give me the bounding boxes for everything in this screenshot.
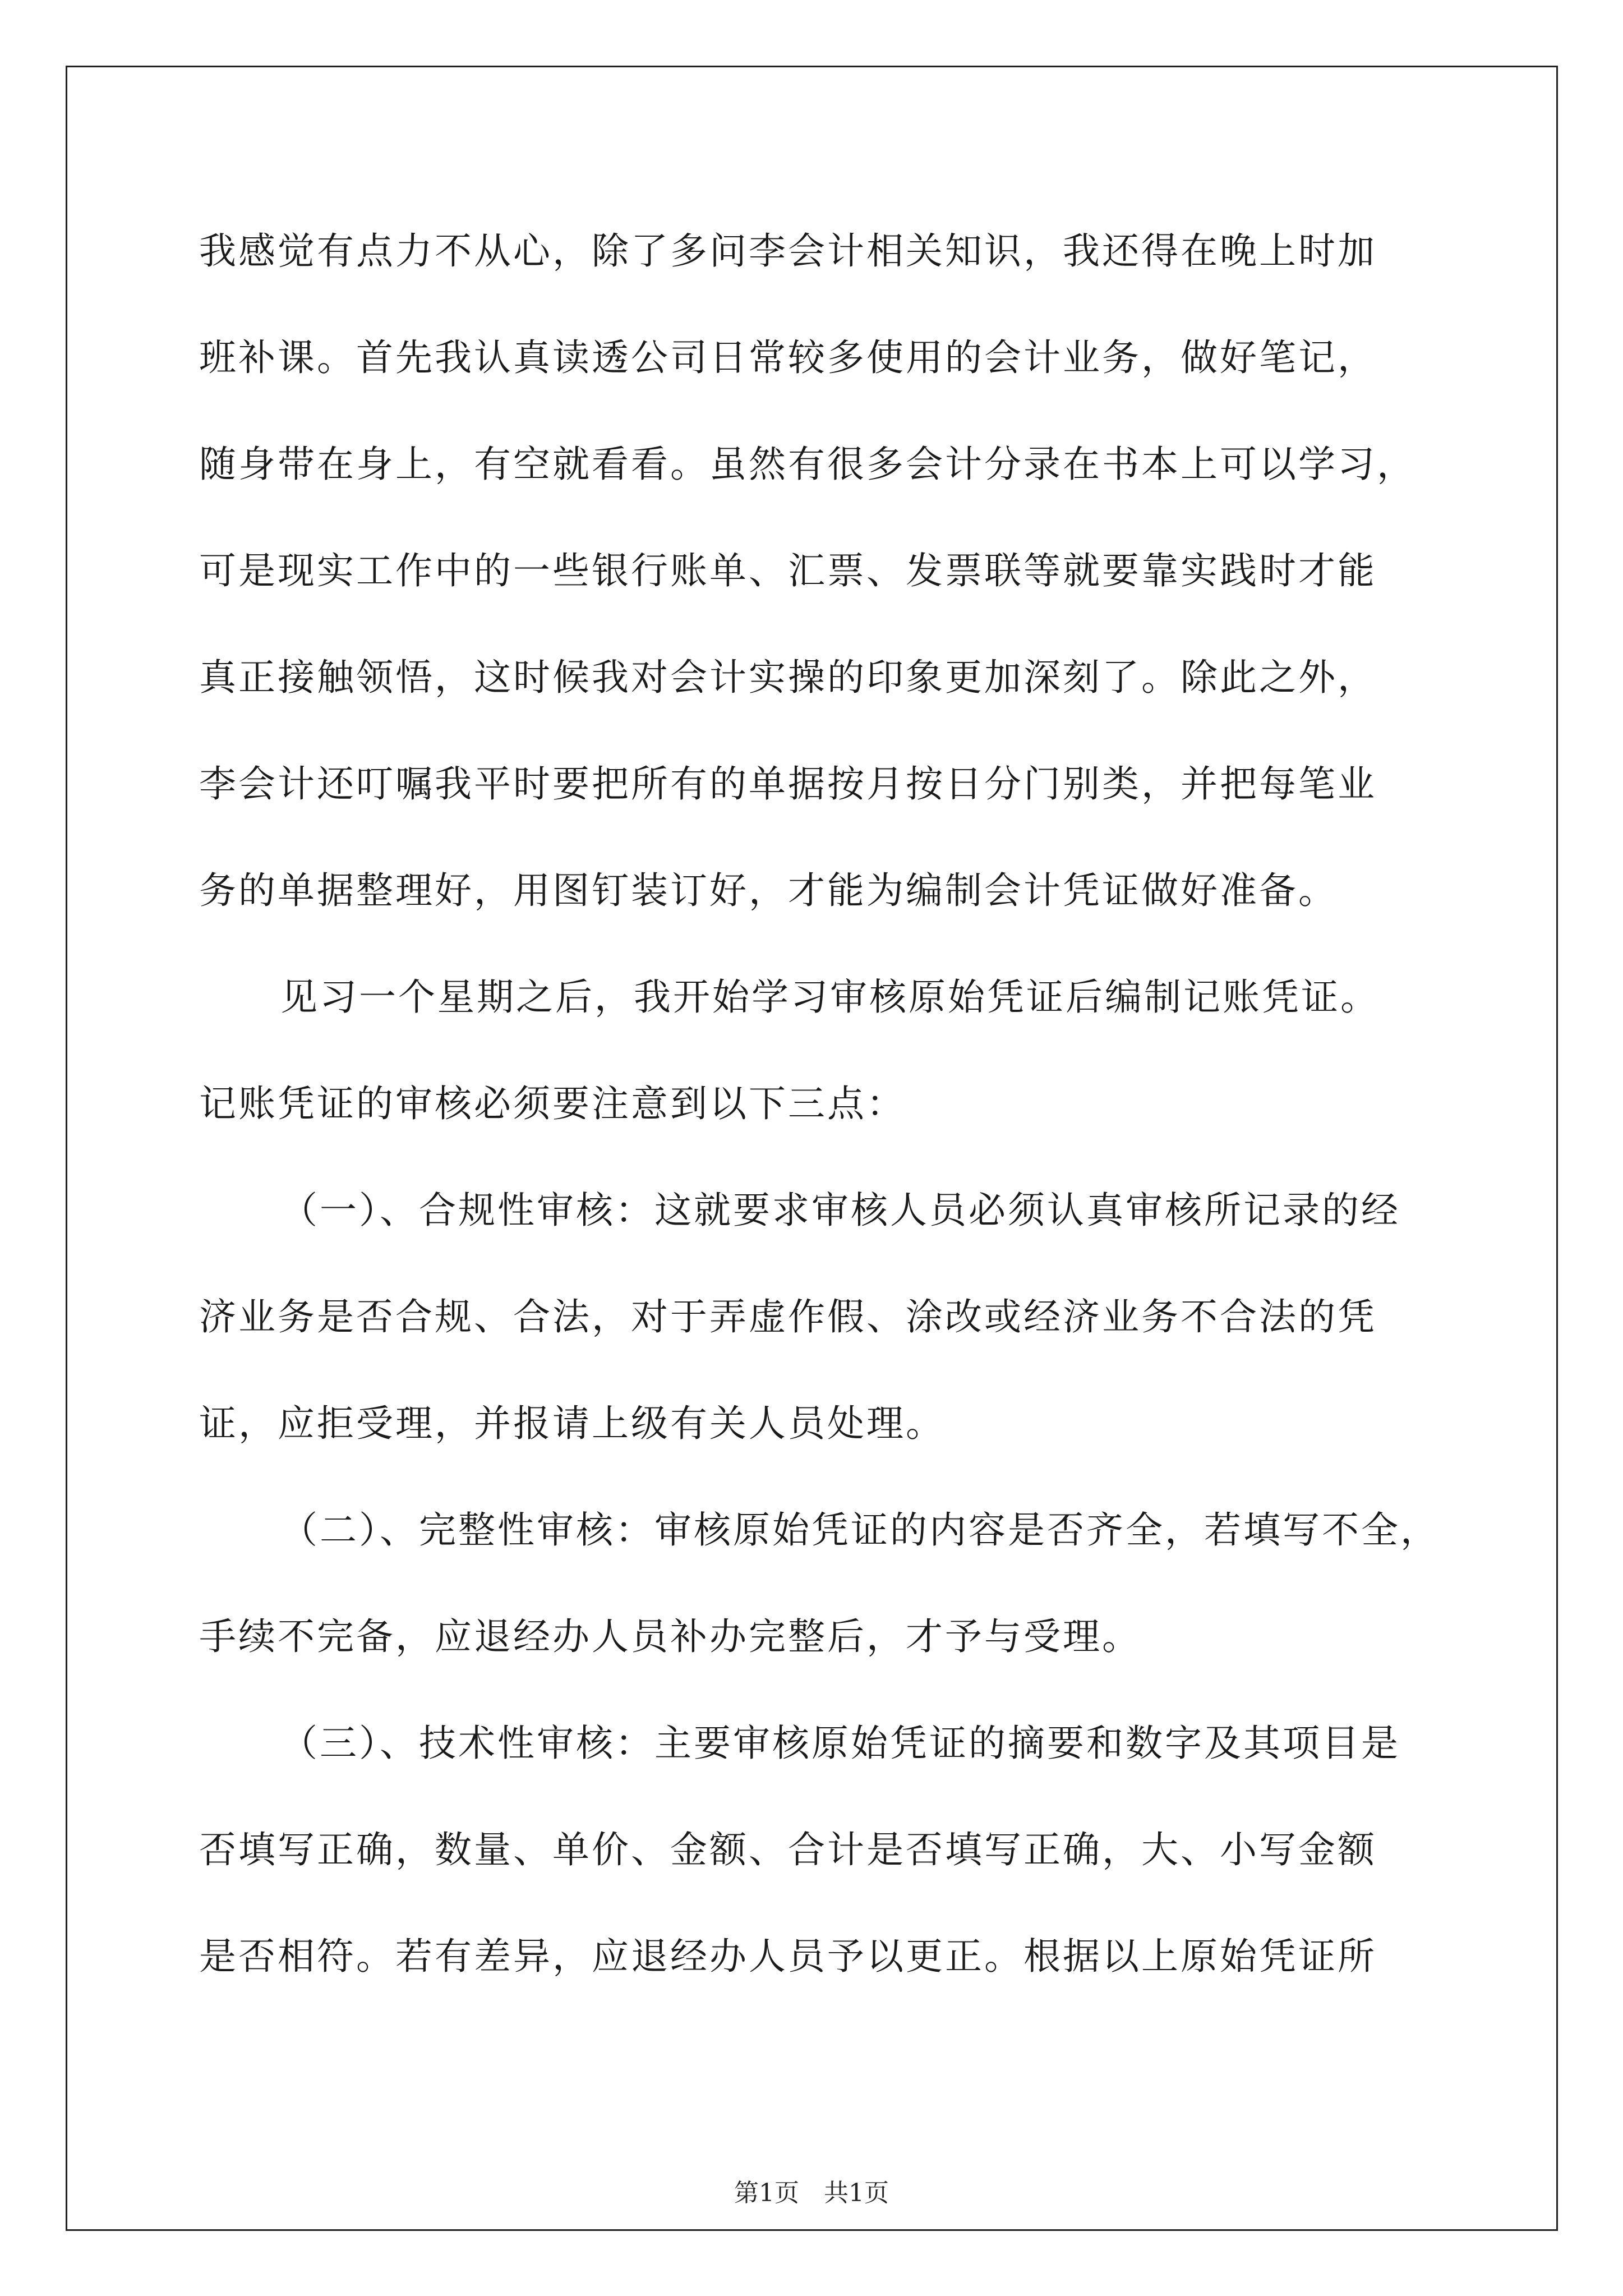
paragraph-start-line: （三）、技术性审核：主要审核原始凭证的摘要和数字及其项目是 [280,1722,1400,1765]
paragraph-start-line: （一）、合规性审核：这就要求审核人员必须认真审核所记录的经 [280,1189,1400,1232]
text-line: 济业务是否合规、合法，对于弄虚作假、涂改或经济业务不合法的凭 [199,1295,1377,1338]
text-line: 真正接触领悟，这时候我对会计实操的印象更加深刻了。除此之外， [199,656,1377,699]
text-line: 手续不完备，应退经办人员补办完整后，才予与受理。 [199,1615,1141,1658]
text-line: 我感觉有点力不从心，除了多问李会计相关知识，我还得在晚上时加 [199,229,1377,273]
text-line: 务的单据整理好，用图钉装订好，才能为编制会计凭证做好准备。 [199,869,1338,912]
text-line: 可是现实工作中的一些银行账单、汇票、发票联等就要靠实践时才能 [199,549,1377,592]
text-line: 随身带在身上，有空就看看。虽然有很多会计分录在书本上可以学习， [199,443,1416,486]
text-line: 证，应拒受理，并报请上级有关人员处理。 [199,1402,945,1445]
paragraph-start-line: （二）、完整性审核：审核原始凭证的内容是否齐全，若填写不全， [280,1508,1440,1552]
text-line: 否填写正确，数量、单价、金额、合计是否填写正确，大、小写金额 [199,1828,1377,1871]
page-number-footer: 第1页 共1页 [734,2179,889,2207]
text-line: 是否相符。若有差异，应退经办人员予以更正。根据以上原始凭证所 [199,1935,1377,1978]
text-line: 班补课。首先我认真读透公司日常较多使用的会计业务，做好笔记， [199,336,1377,379]
text-line: 李会计还叮嘱我平时要把所有的单据按月按日分门别类，并把每笔业 [199,762,1377,806]
page-border [66,66,1558,2231]
paragraph-start-line: 见习一个星期之后，我开始学习审核原始凭证后编制记账凭证。 [280,976,1380,1019]
text-line: 记账凭证的审核必须要注意到以下三点： [199,1082,906,1125]
